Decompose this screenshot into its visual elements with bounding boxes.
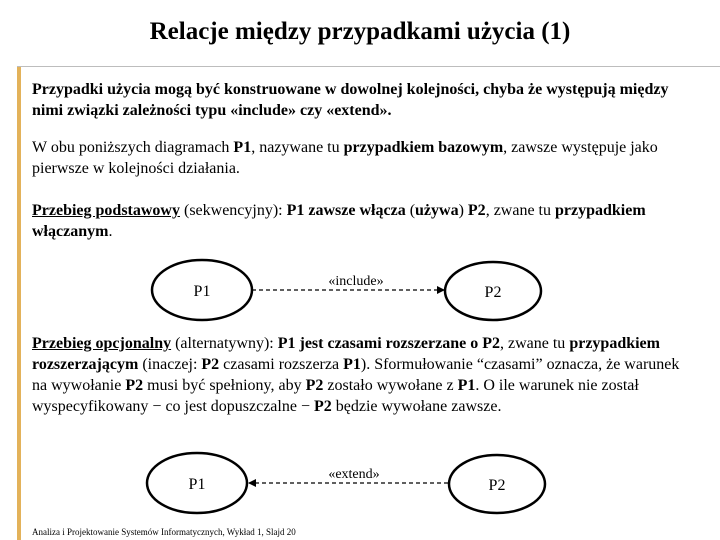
use-case-p1-label: P1 xyxy=(193,283,211,300)
text: , zwane tu xyxy=(500,335,570,352)
optional-flow-heading: Przebieg opcjonalny xyxy=(32,335,172,352)
bold-term: P2 xyxy=(467,202,486,219)
bold-term: P1 xyxy=(457,377,476,394)
include-stereotype-label: «include» xyxy=(328,274,384,289)
text: czasami rozszerza xyxy=(219,356,344,373)
bold-term: przypadkiem rozszerzającym xyxy=(32,335,660,373)
text: . O ile warunek nie został wyspecyfikowany − co jest dopuszczalne − xyxy=(32,377,639,415)
intro-paragraph: Przypadki użycia mogą być konstruowane w dowolnej kolejności, chyba że występują między nimi związki zależności typu «include» czy «extend». xyxy=(32,81,669,119)
slide-footer: Analiza i Projektowanie Systemów Informatycznych, Wykład 1, Slajd 20 xyxy=(32,527,296,537)
text: zostało wywołane z xyxy=(323,377,458,394)
use-case-p2-label: P2 xyxy=(484,284,502,301)
use-case-p1-label: P1 xyxy=(188,476,206,493)
text: , nazywane tu xyxy=(251,139,344,156)
bold-term: P2 xyxy=(305,377,324,394)
bold-term: używa xyxy=(415,202,459,219)
bold-term: P1 jest czasami rozszerzane o P2 xyxy=(277,335,500,352)
bold-term: P2 xyxy=(125,377,144,394)
extend-diagram xyxy=(147,453,545,513)
basic-flow-heading: Przebieg podstawowy xyxy=(32,202,180,219)
include-diagram xyxy=(152,260,541,320)
bold-term: przypadkiem bazowym xyxy=(343,139,504,156)
bold-term: P1 xyxy=(343,356,361,373)
text: musi być spełniony, aby xyxy=(143,377,306,394)
bold-term: P1 xyxy=(233,139,252,156)
text: , zwane tu xyxy=(485,202,555,219)
use-case-p2-label: P2 xyxy=(488,477,506,494)
text: ). Sformułowanie “czasami” oznacza, że warunek na wywołanie xyxy=(32,356,680,394)
text: , zawsze występuje jako pierwsze w kolejności działania. xyxy=(32,139,658,177)
text: (inaczej: xyxy=(138,356,202,373)
bold-term: P2 xyxy=(313,398,332,415)
text: będzie wywołane zawsze. xyxy=(331,398,502,415)
slide-title: Relacje między przypadkami użycia (1) xyxy=(149,18,571,45)
bold-term: P2 xyxy=(201,356,220,373)
text: W obu poniższych diagramach xyxy=(32,139,234,156)
text: ( xyxy=(405,202,416,219)
bold-term: P1 zawsze włącza xyxy=(286,202,406,219)
extend-stereotype-label: «extend» xyxy=(328,467,380,482)
text: (alternatywny): xyxy=(171,335,278,352)
text: ) xyxy=(458,202,468,219)
bold-term: przypadkiem włączanym xyxy=(32,202,646,240)
text: (sekwencyjny): xyxy=(179,202,287,219)
text: . xyxy=(108,223,113,240)
